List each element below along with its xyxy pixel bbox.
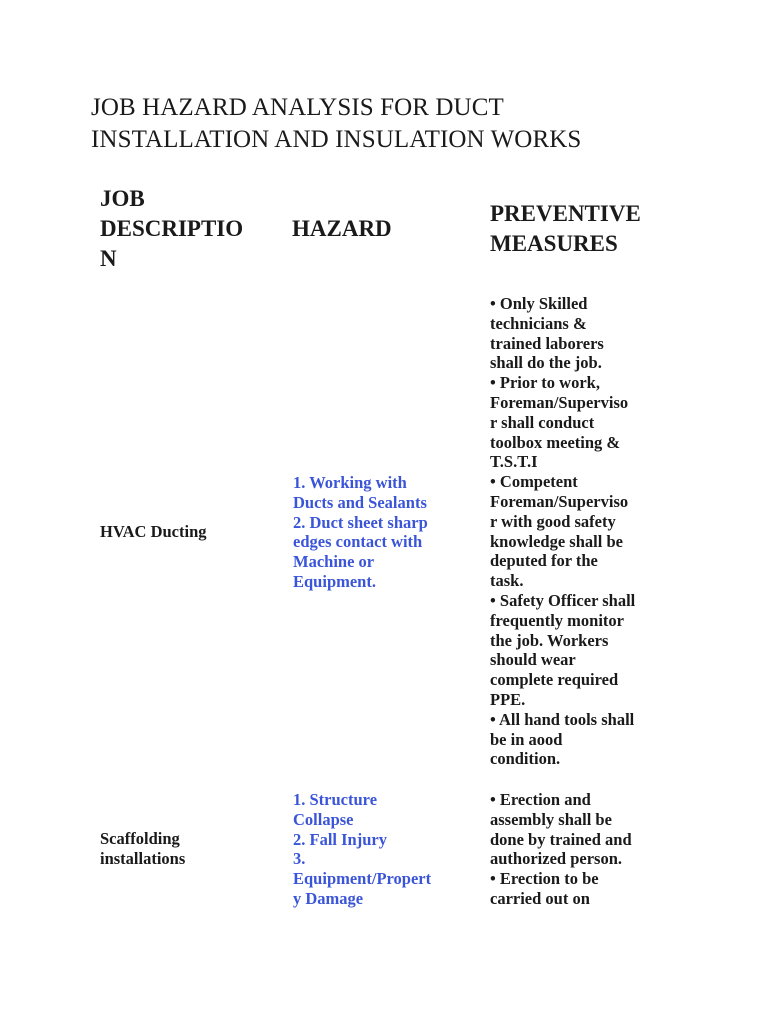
- cell-line: knowledge shall be: [490, 531, 623, 551]
- cell-line: Scaffolding: [100, 829, 180, 848]
- row-2-job-description: [100, 829, 270, 869]
- cell-line: • Erection and: [490, 790, 591, 809]
- document-title: [91, 92, 711, 156]
- cell-line: Foreman/Superviso: [490, 491, 629, 511]
- cell-line: 2. Duct sheet sharp: [293, 512, 428, 532]
- cell-line: 1. Working with: [293, 473, 407, 492]
- cell-line: Collapse: [293, 809, 354, 829]
- cell-line: complete required: [490, 670, 619, 690]
- row-2-preventive-measures: [490, 790, 680, 909]
- header-line: JOB: [100, 186, 145, 211]
- header-job-description: [100, 184, 270, 274]
- row-1-hazard: [293, 473, 473, 592]
- cell-line: assembly shall be: [490, 809, 612, 829]
- cell-line: • All hand tools shall: [490, 709, 635, 729]
- row-1-job-description: [100, 522, 270, 542]
- cell-line: • Erection to be: [490, 869, 599, 889]
- cell-line: 3.: [293, 849, 306, 869]
- cell-line: T.S.T.I: [490, 452, 538, 472]
- header-line: MEASURES: [490, 231, 618, 256]
- cell-line: edges contact with: [293, 532, 423, 552]
- cell-line: • Competent: [490, 472, 578, 492]
- cell-line: be in aood: [490, 729, 563, 749]
- cell-line: deputed for the: [490, 551, 598, 571]
- cell-line: technicians &: [490, 313, 587, 333]
- cell-line: • Only Skilled: [490, 294, 588, 313]
- cell-line: toolbox meeting &: [490, 432, 621, 452]
- cell-line: r with good safety: [490, 511, 616, 531]
- header-line: N: [100, 246, 117, 271]
- cell-line: y Damage: [293, 888, 364, 908]
- cell-line: shall do the job.: [490, 353, 602, 373]
- cell-line: authorized person.: [490, 849, 622, 869]
- row-2-hazard: [293, 790, 473, 909]
- cell-line: condition.: [490, 749, 561, 769]
- header-preventive-measures: [490, 199, 680, 259]
- cell-line: the job. Workers: [490, 630, 609, 650]
- cell-line: installations: [100, 848, 186, 868]
- cell-line: Equipment.: [293, 571, 376, 591]
- cell-line: Machine or: [293, 552, 375, 572]
- cell-line: carried out on: [490, 888, 590, 908]
- cell-line: Ducts and Sealants: [293, 492, 427, 512]
- title-line: JOB HAZARD ANALYSIS FOR DUCT: [91, 94, 504, 121]
- header-line: DESCRIPTIO: [100, 216, 244, 241]
- cell-line: done by trained and: [490, 829, 632, 849]
- title-line: INSTALLATION AND INSULATION WORKS: [91, 126, 582, 153]
- cell-line: task.: [490, 571, 524, 591]
- row-1-preventive-measures: [490, 294, 680, 769]
- cell-line: should wear: [490, 650, 576, 670]
- cell-line: frequently monitor: [490, 610, 624, 630]
- header-line: PREVENTIVE: [490, 201, 641, 226]
- cell-line: • Safety Officer shall: [490, 590, 636, 610]
- cell-line: PPE.: [490, 689, 526, 709]
- header-hazard: [292, 214, 462, 244]
- cell-line: r shall conduct: [490, 412, 595, 432]
- cell-line: Foreman/Superviso: [490, 392, 629, 412]
- cell-line: trained laborers: [490, 333, 604, 353]
- cell-line: 2. Fall Injury: [293, 829, 387, 849]
- header-line: HAZARD: [292, 216, 392, 241]
- cell-line: • Prior to work,: [490, 373, 600, 393]
- cell-line: Equipment/Propert: [293, 869, 432, 889]
- cell-line: 1. Structure: [293, 790, 378, 809]
- cell-line: HVAC Ducting: [100, 522, 207, 541]
